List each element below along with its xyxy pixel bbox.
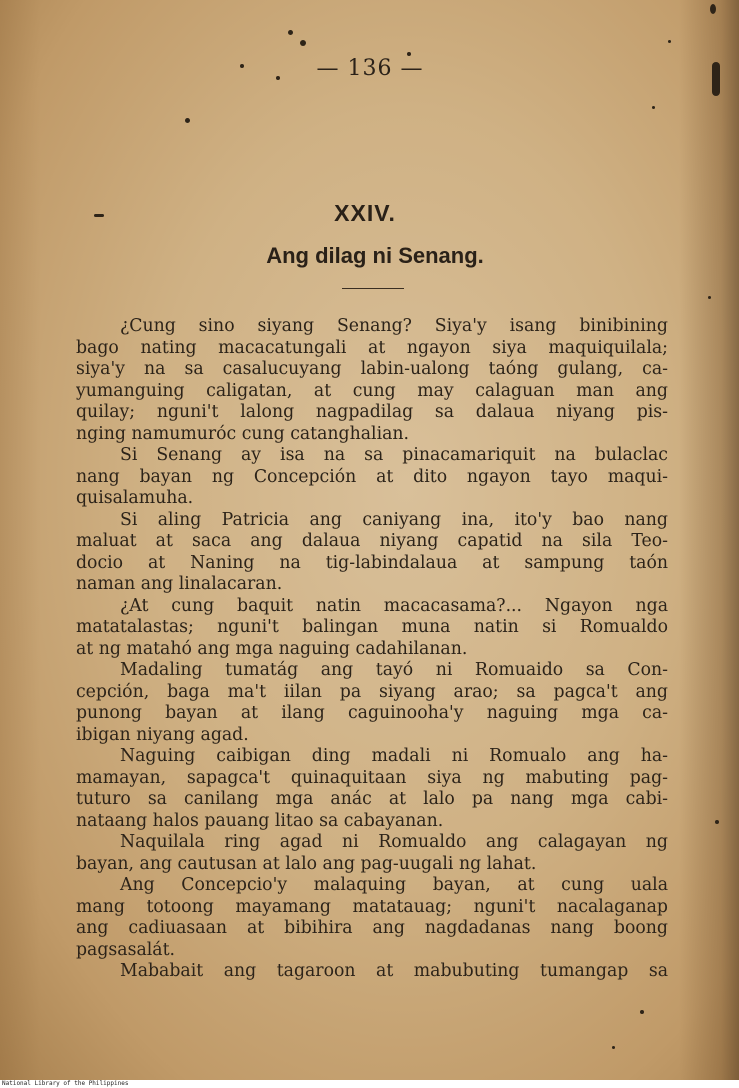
- ink-spot: [240, 64, 244, 68]
- text-line: docio at Naning na tig-labindalaua at sampung taón: [76, 552, 668, 573]
- text-line: Si aling Patricia ang caniyang ina, ito'y bao nang: [120, 509, 668, 530]
- ink-spot: [652, 106, 655, 109]
- text-line: bago nating macacatungali at ngayon siya maquiquilala;: [76, 337, 668, 358]
- text-line: Ang Concepcio'y malaquing bayan, at cung uala: [120, 875, 668, 895]
- ink-spot: [288, 30, 293, 35]
- text-line: Mababait ang tagaroon at mabubuting tumangap sa: [120, 961, 668, 981]
- text-line: quisalamuha.: [76, 488, 194, 508]
- text-line: naman ang linalacaran.: [76, 574, 283, 594]
- ink-spot: [276, 76, 280, 80]
- chapter-number: XXIV.: [334, 200, 396, 226]
- text-line: pagsasalát.: [76, 939, 176, 960]
- text-line: ang cadiuasaan at bibihira ang nagdadanas nang boong: [76, 918, 668, 938]
- ink-spot: [94, 214, 104, 217]
- title-rule: [342, 288, 404, 289]
- text-line: punong bayan at ilang caguinooha'y naguing mga ca-: [76, 703, 668, 723]
- text-line: at ng matahó ang mga naguing cadahilanan.: [76, 638, 468, 659]
- text-line: siya'y na sa casalucuyang labin-ualong taóng gulang, ca-: [76, 359, 668, 379]
- text-line: mamayan, sapagca't quinaquitaan siya ng mabuting pag-: [76, 767, 668, 788]
- text-line: nging namumuróc cung catanghalian.: [76, 423, 410, 444]
- text-line: matatalastas; nguni't balingan muna natin si Romualdo: [76, 617, 668, 637]
- ink-spot: [612, 1046, 615, 1049]
- text-line: yumanguing caligatan, at cung may calaguan man ang: [76, 380, 668, 401]
- page-shading-right: [679, 0, 739, 1080]
- text-line: bayan, ang cautusan at lalo ang pag-uugali ng lahat.: [76, 853, 537, 874]
- text-line: nataang halos pauang litao sa cabayanan.: [76, 810, 444, 831]
- text-line: ibigan niyang agad.: [76, 724, 249, 745]
- text-line: Madaling tumatág ang tayó ni Romuaido sa Con-: [120, 660, 668, 680]
- ink-spot: [715, 820, 719, 824]
- chapter-title: Ang dilag ni Senang.: [266, 243, 484, 268]
- text-line: Naquilala ring agad ni Romualdo ang calagayan ng: [120, 832, 668, 852]
- page-shading-left: [0, 0, 40, 1080]
- text-line: Naguing caibigan ding madali ni Romualo ang ha-: [120, 746, 668, 766]
- text-line: maluat at saca ang dalaua niyang capatid na sila Teo-: [76, 531, 668, 551]
- text-line: mang totoong mayamang matatauag; nguni't nacalaganap: [76, 896, 668, 917]
- text-line: Si Senang ay isa na sa pinacamariquit na bulaclac: [120, 445, 668, 465]
- ink-spot: [668, 40, 671, 43]
- text-line: nang bayan ng Concepción at dito ngayon tayo maqui-: [76, 466, 668, 487]
- ink-spot: [185, 118, 190, 123]
- ink-spot: [712, 62, 720, 96]
- body-text: [76, 316, 668, 983]
- ink-spot: [300, 40, 306, 46]
- text-line: ¿Cung sino siyang Senang? Siya'y isang binibining: [120, 316, 668, 336]
- text-line: cepción, baga ma't iilan pa siyang arao; sa pagca't ang: [76, 681, 668, 702]
- text-line: ¿At cung baquit natin macacasama?... Ngayon nga: [120, 595, 668, 616]
- text-line: quilay; nguni't lalong nagpadilag sa dalaua niyang pis-: [76, 402, 668, 422]
- text-line: tuturo sa canilang mga anác at lalo pa nang mga cabi-: [76, 789, 668, 809]
- ink-spot: [640, 1010, 644, 1014]
- page-number: — 136 —: [316, 56, 424, 81]
- ink-spot: [708, 296, 711, 299]
- ink-spot: [710, 4, 716, 14]
- footer-credit: National Library of the Philippines: [0, 1080, 739, 1088]
